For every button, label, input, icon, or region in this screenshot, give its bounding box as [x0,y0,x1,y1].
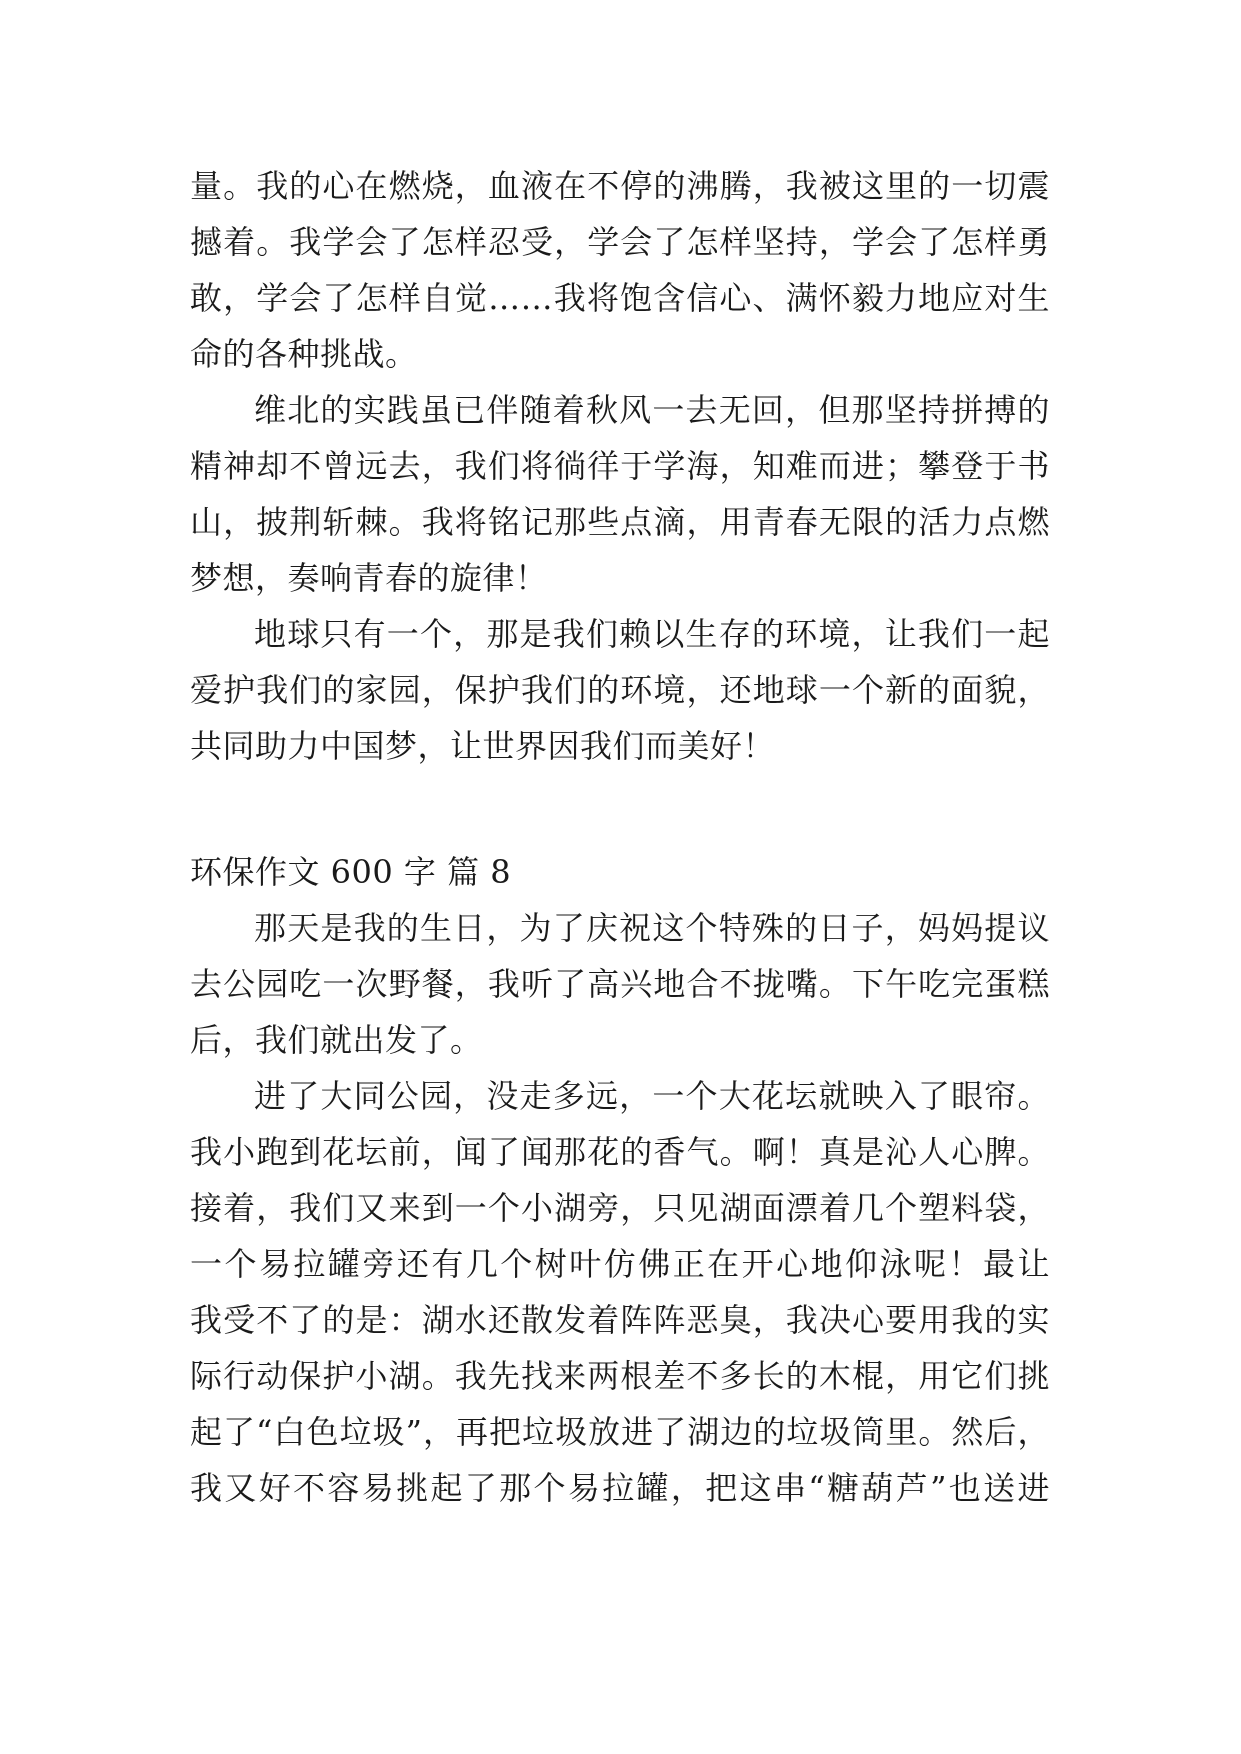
paragraph-line: 去公园吃一次野餐，我听了高兴地合不拢嘴。下午吃完蛋糕 [190,965,1050,1003]
paragraph-line: 我又好不容易挑起了那个易拉罐，把这串“糖葫芦”也送进 [190,1469,1050,1507]
paragraph-line: 共同助力中国梦，让世界因我们而美好！ [190,727,776,765]
section-heading: 环保作文 600 字 篇 8 [190,853,512,891]
paragraph-line: 爱护我们的家园，保护我们的环境，还地球一个新的面貌， [190,671,1050,709]
paragraph-line: 起了“白色垃圾”，再把垃圾放进了湖边的垃圾筒里。然后， [190,1413,1050,1451]
paragraph-line: 量。我的心在燃烧，血液在不停的沸腾，我被这里的一切震 [190,167,1050,205]
paragraph-line: 际行动保护小湖。我先找来两根差不多长的木棍，用它们挑 [190,1357,1050,1395]
paragraph-line: 进了大同公园，没走多远，一个大花坛就映入了眼帘。 [254,1077,1050,1115]
paragraph-line: 后，我们就出发了。 [190,1021,483,1059]
paragraph-line: 撼着。我学会了怎样忍受，学会了怎样坚持，学会了怎样勇 [190,223,1050,261]
paragraph-line: 一个易拉罐旁还有几个树叶仿佛正在开心地仰泳呢！最让 [190,1245,1050,1283]
paragraph-line: 我受不了的是：湖水还散发着阵阵恶臭，我决心要用我的实 [190,1301,1050,1339]
paragraph-line: 命的各种挑战。 [190,335,418,373]
paragraph-line: 接着，我们又来到一个小湖旁，只见湖面漂着几个塑料袋， [190,1189,1050,1227]
paragraph-line: 地球只有一个，那是我们赖以生存的环境，让我们一起 [254,615,1050,653]
paragraph-line: 我小跑到花坛前，闻了闻那花的香气。啊！真是沁人心脾。 [190,1133,1050,1171]
paragraph-line: 敢，学会了怎样自觉……我将饱含信心、满怀毅力地应对生 [190,279,1050,317]
paragraph-line: 维北的实践虽已伴随着秋风一去无回，但那坚持拼搏的 [254,391,1050,429]
paragraph-line: 山，披荆斩棘。我将铭记那些点滴，用青春无限的活力点燃 [190,503,1050,541]
paragraph-line: 那天是我的生日，为了庆祝这个特殊的日子，妈妈提议 [254,909,1050,947]
paragraph-line: 梦想，奏响青春的旋律！ [190,559,548,597]
paragraph-line: 精神却不曾远去，我们将徜徉于学海，知难而进；攀登于书 [190,447,1050,485]
